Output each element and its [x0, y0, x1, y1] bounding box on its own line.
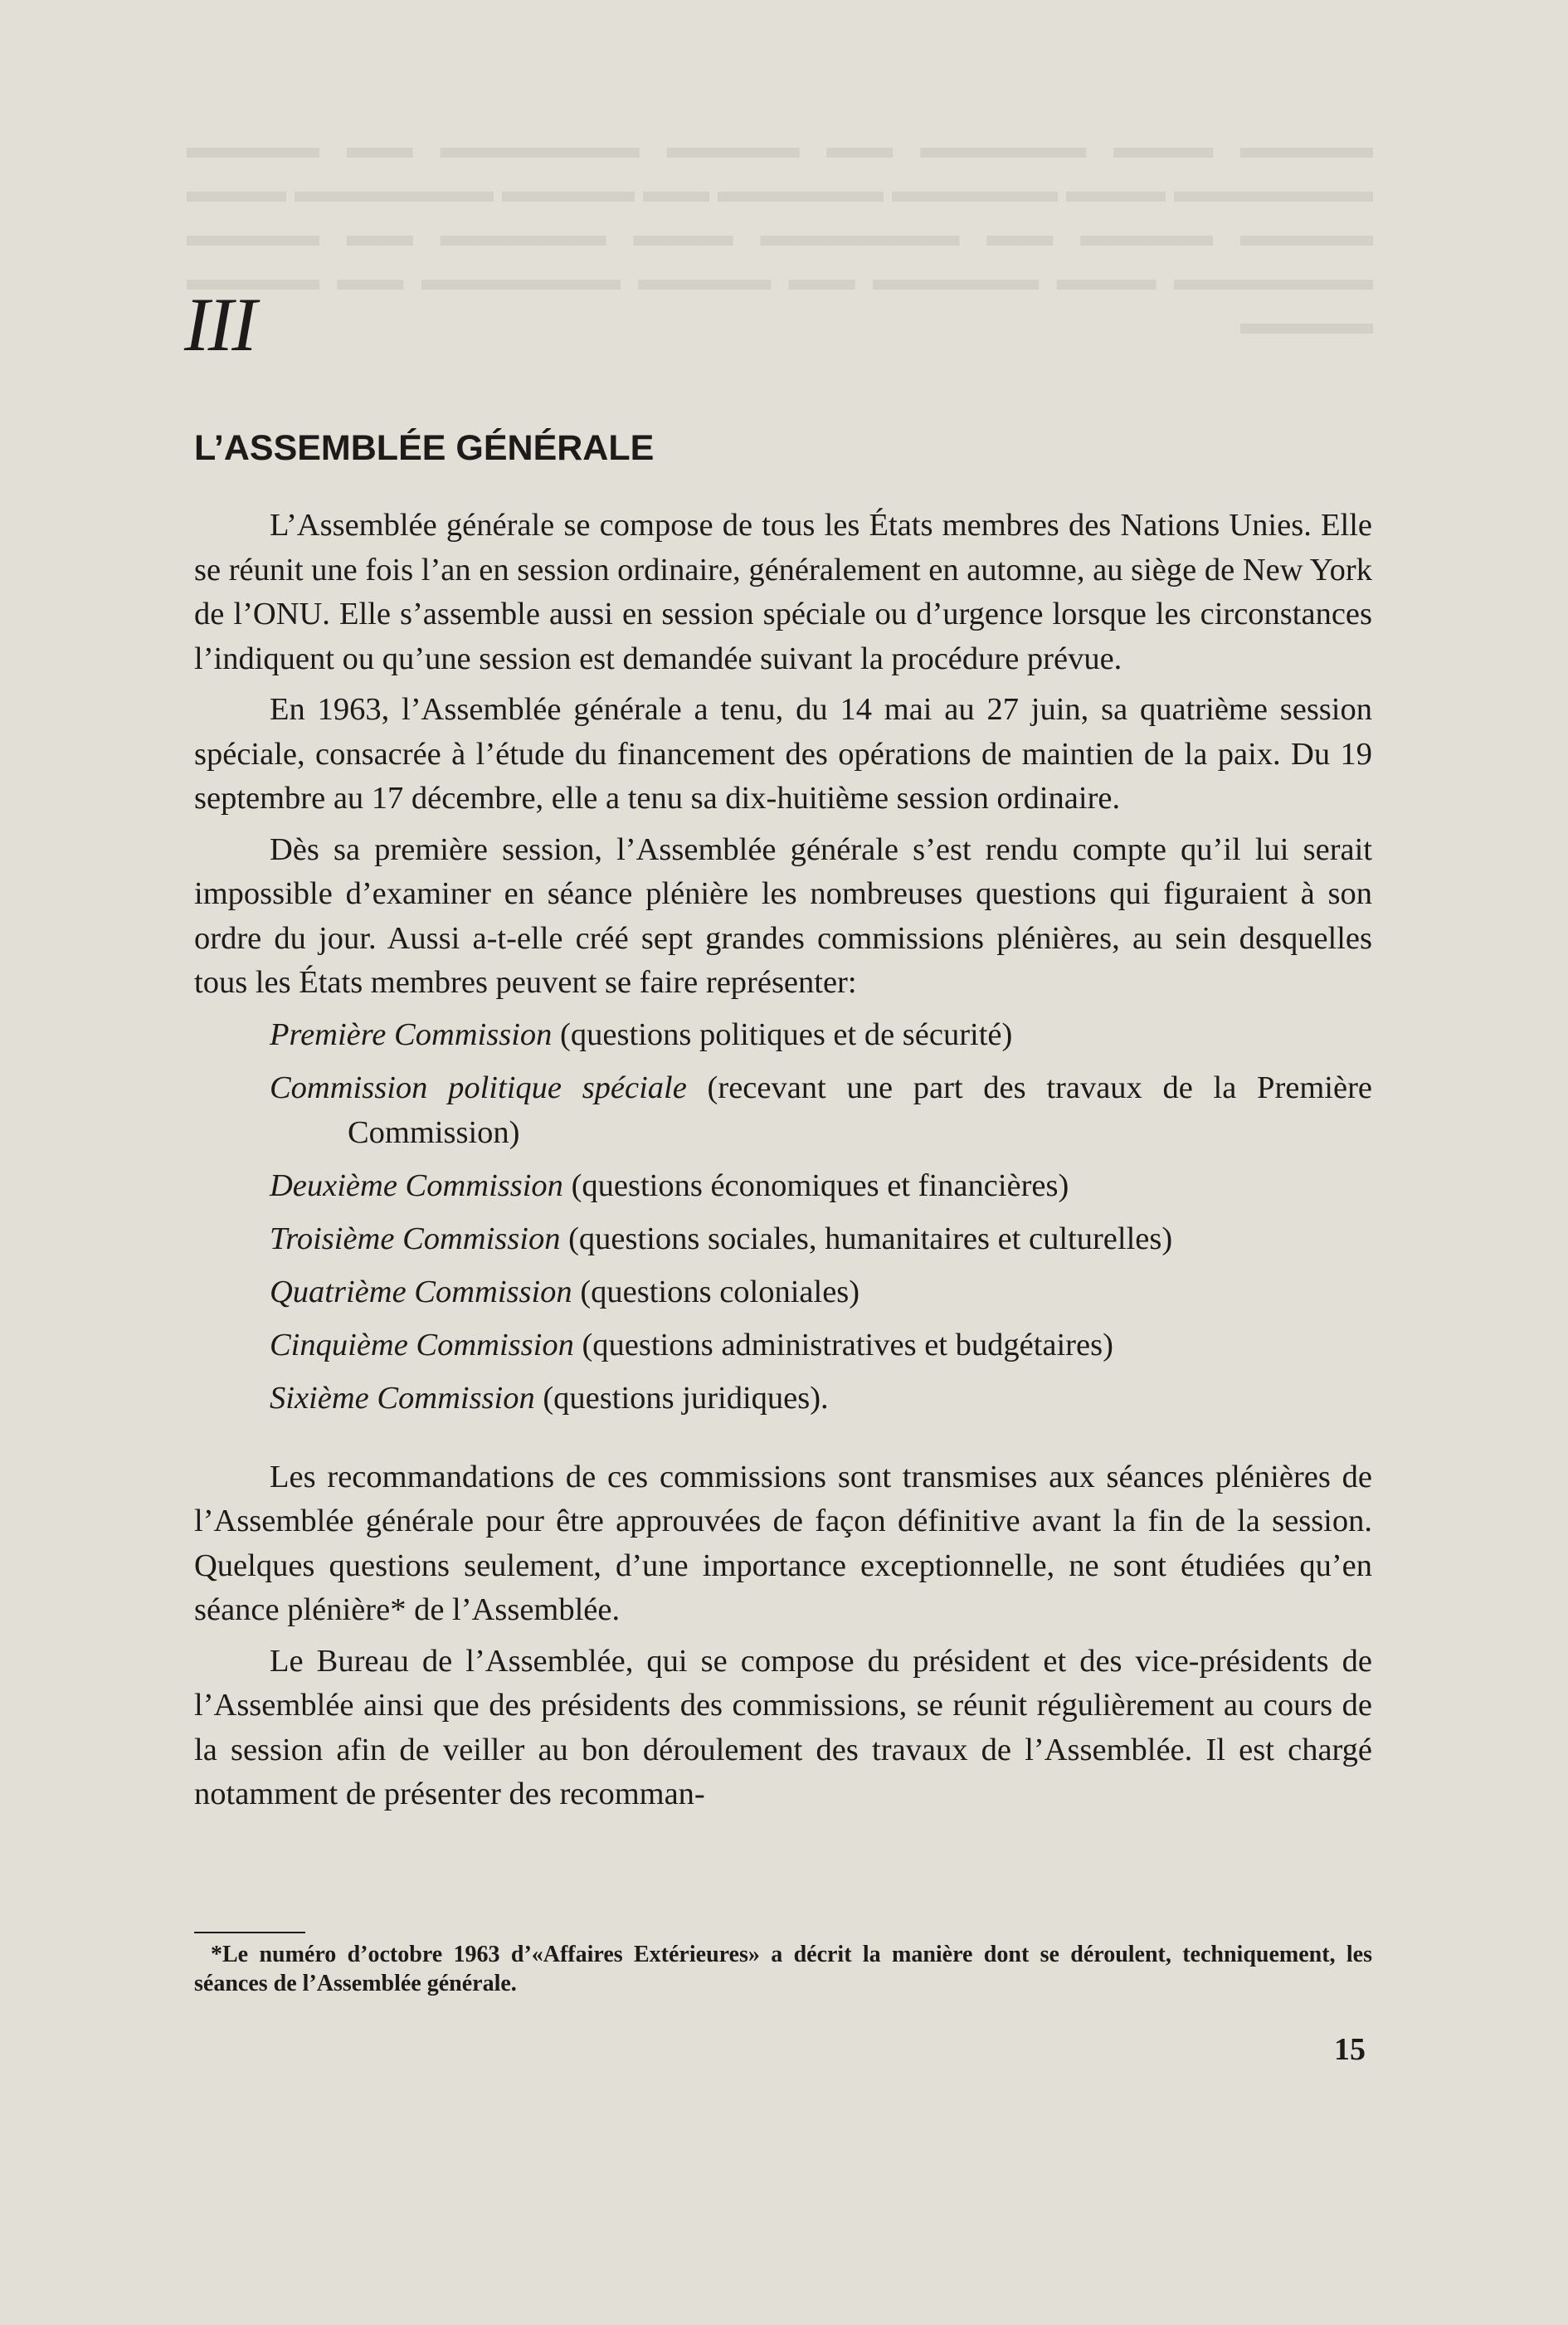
commission-desc: (questions administratives et budgétaires): [582, 1327, 1113, 1362]
commission-name: Deuxième Commission: [270, 1167, 563, 1203]
commission-name: Cinquième Commission: [270, 1327, 574, 1362]
commission-list: [194, 1012, 1372, 1421]
commission-item: [194, 1323, 1372, 1367]
paragraph: En 1963, l’Assemblée générale a tenu, du 14 mai au 27 juin, sa quatrième session spéciale, consacrée à l’étude du financement des opérations de maintien de la paix. Du 19 septembre au 17 décembre, elle a tenu sa dix-huitième session ordinaire.: [194, 692, 1372, 816]
commission-desc: (questions coloniales): [580, 1274, 860, 1309]
footnote-divider: [194, 1932, 305, 1933]
commission-name: Sixième Commission: [270, 1380, 535, 1416]
paragraph: Dès sa première session, l’Assemblée générale s’est rendu compte qu’il lui serait impossible d’examiner en séance plénière les nombreuses questions qui figuraient à son ordre du jour. Aussi a-t-elle créé sept grandes commissions plénières, au sein desquelles tous les États membres peuvent se faire représenter:: [194, 831, 1372, 1000]
commission-desc: (questions économiques et financières): [571, 1167, 1069, 1203]
footnote: *Le numéro d’octobre 1963 d’«Affaires Extérieures» a décrit la manière dont se déroulent, techniquement, les séances de l’Assemblée générale.: [194, 1942, 1372, 1996]
chapter-number: III: [184, 282, 256, 367]
commission-name: Commission politique spéciale: [270, 1070, 687, 1105]
chapter-title: L’ASSEMBLÉE GÉNÉRALE: [194, 428, 655, 468]
commission-name: Première Commission: [270, 1016, 553, 1052]
commission-item: [194, 1065, 1372, 1155]
commission-item: [194, 1012, 1372, 1057]
show-through-texture: ▬▬▬▬ ▬▬▬ ▬▬▬▬▬ ▬▬ ▬▬▬▬ ▬▬▬▬▬▬ ▬▬ ▬▬▬▬ ▬▬▬▬▬▬ ▬▬▬ ▬▬▬▬▬ ▬▬▬▬▬ ▬▬ ▬▬▬▬ ▬▬▬▬▬▬ ▬▬▬ ▬▬▬▬ ▬▬▬▬ ▬▬ ▬▬▬▬▬▬ ▬▬▬ ▬▬▬▬▬ ▬▬ ▬▬▬▬ ▬▬▬▬▬▬ ▬▬▬ ▬▬▬▬▬ ▬▬ ▬▬▬▬ ▬▬▬▬▬▬ ▬▬ ▬▬▬▬ ▬▬▬▬: [187, 128, 1373, 341]
paragraph: Les recommandations de ces commissions sont transmises aux séances plénières de l’Assemblée générale pour être approuvées de façon définitive avant la fin de la session. Quelques questions seulement, d’une importance exceptionnelle, ne sont étudiées qu’en séance plénière* de l’Assemblée.: [194, 1459, 1372, 1627]
commission-name: Quatrième Commission: [270, 1274, 572, 1309]
commission-item: [194, 1163, 1372, 1208]
paragraph: L’Assemblée générale se compose de tous les États membres des Nations Unies. Elle se réunit une fois l’an en session ordinaire, généralement en automne, au siège de New York de l’ONU. Elle s’assemble aussi en session spéciale ou d’urgence lorsque les circonstances l’indiquent ou qu’une session est demandée suivant la procédure prévue.: [194, 508, 1372, 676]
page-number: 15: [1334, 2032, 1366, 2067]
commission-desc: (questions sociales, humanitaires et culturelles): [568, 1221, 1173, 1256]
body-text: [194, 504, 1372, 1824]
commission-desc: (recevant une part des travaux de la Première Commission): [348, 1070, 1372, 1150]
commission-item: [194, 1376, 1372, 1421]
commission-item: [194, 1270, 1372, 1314]
commission-name: Troisième Commission: [270, 1221, 561, 1256]
commission-item: [194, 1216, 1372, 1261]
commission-desc: (questions politiques et de sécurité): [560, 1016, 1013, 1052]
commission-desc: (questions juridiques).: [543, 1380, 829, 1416]
paragraph: Le Bureau de l’Assemblée, qui se compose du président et des vice-présidents de l’Assemblée ainsi que des présidents des commissions, se réunit régulièrement au cours de la session afin de veiller au bon déroulement des travaux de l’Assemblée. Il est chargé notamment de présenter des recomman-: [194, 1643, 1372, 1811]
